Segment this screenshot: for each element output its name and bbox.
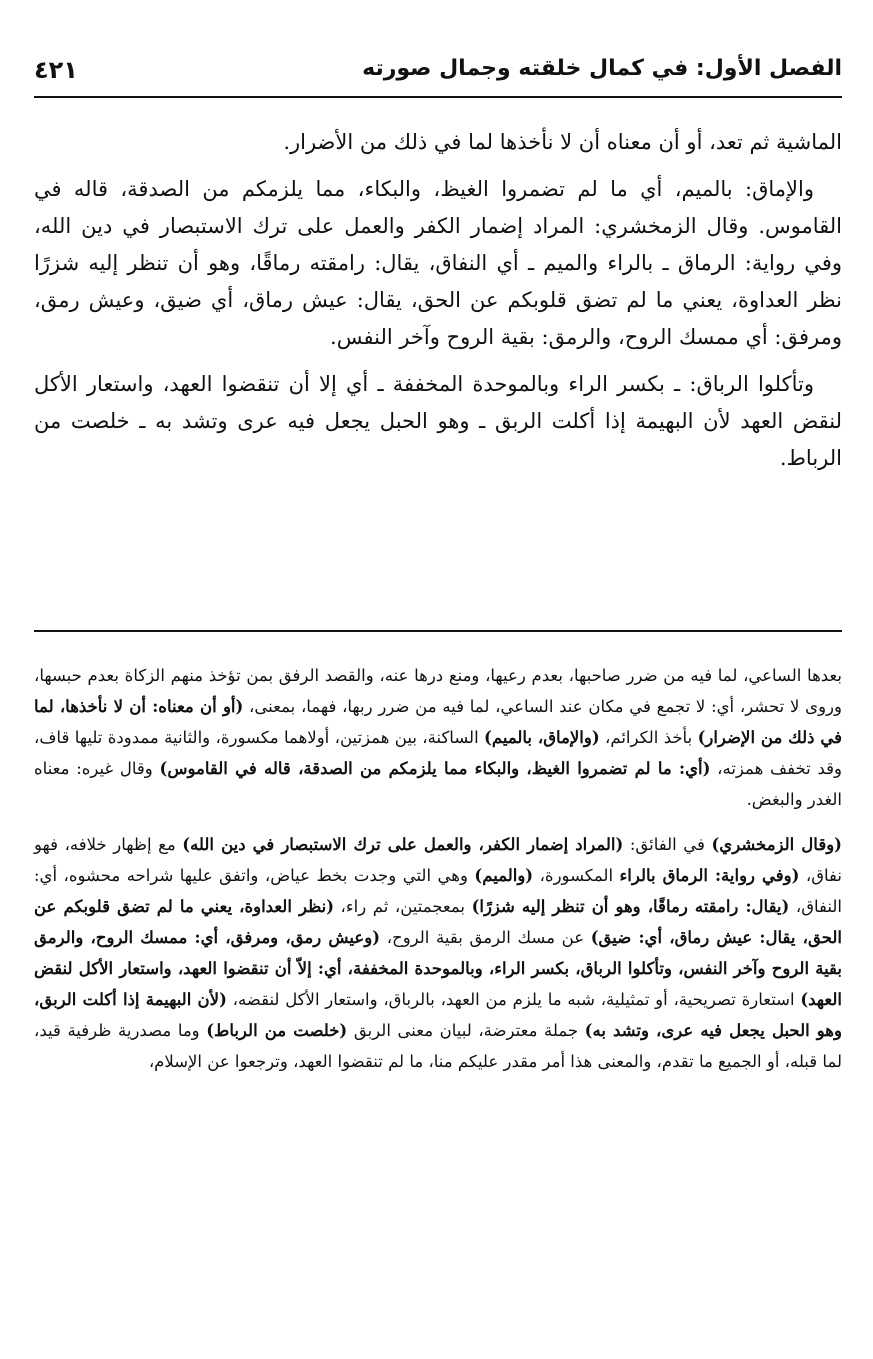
note-segment: بعدها الساعي، لما فيه من ضرر صاحبها، بعدم رعيها، ومنع درها عنه، والقصد الرفق بمن تؤخذ منهم الزكاة بعدم حبسها، وروى لا تحشر، أي: لا تجمع في مكان عند الساعي، لما فيه من ضرر ربها، فهما، بمعنى، <box>34 666 842 716</box>
note-quote: (والإماق، بالميم) <box>484 728 600 747</box>
page-header <box>34 40 842 98</box>
commentary <box>34 660 842 1091</box>
note-segment: الساكنة، بين همزتين، أولاهما مكسورة، والثانية ممدودة تليها قاف، وقد تخفف همزته، <box>34 728 842 778</box>
main-paragraph-1: الماشية ثم تعد، أو أن معناه أن لا نأخذها لما في ذلك من الأضرار. <box>283 130 842 154</box>
note-segment: استعارة تصريحية، أو تمثيلية، شبه ما يلزم من العهد، بالرباق، واستعار الأكل لنقضه، <box>226 990 801 1009</box>
note-segment: جملة معترضة، لبيان معنى الربق <box>347 1021 585 1040</box>
note-segment: عن مسك الرمق بقية الروح، <box>380 928 591 947</box>
commentary-paragraph-2 <box>34 829 842 1077</box>
footnote-divider <box>34 630 842 632</box>
page-number: ٤٢١ <box>34 56 78 84</box>
note-quote: (المراد إضمار الكفر، والعمل على ترك الاستبصار في دين الله) <box>182 835 624 854</box>
note-quote: (وفي رواية: الرماق بالراء <box>619 866 800 885</box>
note-segment: مع إظهار خلافه، فهو نفاق، <box>34 835 842 885</box>
main-paragraph-2: والإماق: بالميم، أي ما لم تضمروا الغيظ، والبكاء، مما يلزمكم من الصدقة، قاله في القاموس. وقال الزمخشري: المراد إضمار الكفر والعمل على ترك الاستبصار في دين الله، وفي رواية: الرماق ـ بالراء والميم ـ أي النفاق، يقال: رامقته رماقًا، وهو أن تنظر إليه شزرًا نظر العداوة، يعني ما لم تضق قلوبكم عن الحق، يقال: عيش رماق، أي ضيق، وعيش رمق، ومرفق: أي ممسك الروح، والرمق: بقية الروح وآخر النفس. <box>34 177 842 349</box>
note-quote: (خلصت من الرباط) <box>206 1021 348 1040</box>
note-segment: وقال غيره: معناه الغدر والبغض. <box>34 759 842 809</box>
note-quote: (نظر العداوة، يعني ما لم تضق قلوبكم عن الحق، يقال: عيش رماق، أي: ضيق) <box>34 897 842 947</box>
note-segment: بمعجمتين، ثم راء، <box>334 897 472 916</box>
note-segment: المكسورة، <box>533 866 620 885</box>
note-segment: بأخذ الكرائم، <box>599 728 698 747</box>
main-paragraph-3: وتأكلوا الرباق: ـ بكسر الراء وبالموحدة المخففة ـ أي إلا أن تنقضوا العهد، واستعار الأكل لنقض العهد لأن البهيمة إذا أكلت الربق ـ وهو الحبل يجعل فيه عرى وتشد به ـ خلصت من الرباط. <box>34 372 842 470</box>
book-page <box>34 40 842 1340</box>
note-segment: وما مصدرية ظرفية قيد، لما قبله، أو الجميع ما تقدم، والمعنى هذا أمر مقدر عليكم منا، ما لم تنقضوا العهد، وترجعوا عن الإسلام، <box>34 1021 842 1071</box>
note-quote: (أو أن معناه: أن لا نأخذها، لما في ذلك من الإضرار) <box>34 697 842 747</box>
note-quote: (يقال: رامقته رماقًا، وهو أن تنظر إليه شزرًا) <box>471 897 790 916</box>
note-quote: (وقال الزمخشري) <box>711 835 842 854</box>
note-segment: وهي التي وجدت بخط عياض، واتفق عليها شراحه محشوه، أي: النفاق، <box>34 866 842 916</box>
note-quote: (وعيش رمق، ومرفق، أي: ممسك الروح، والرمق بقية الروح وآخر النفس، وتأكلوا الرباق، بكسر الراء، وبالموحدة المخففة، أي: إلاّ أن تنقضوا العهد، واستعار الأكل لنقض العهد) <box>34 928 842 1009</box>
note-quote: (أي: ما لم تضمروا الغيظ، والبكاء مما يلزمكم من الصدقة، قاله في القاموس) <box>159 759 711 778</box>
main-text <box>34 124 842 487</box>
note-segment: في الفائق: <box>623 835 712 854</box>
chapter-title: الفصل الأول: في كمال خلقته وجمال صورته <box>362 56 842 81</box>
note-quote: (والميم) <box>474 866 534 885</box>
commentary-paragraph-1 <box>34 660 842 815</box>
note-quote: (لأن البهيمة إذا أكلت الربق، وهو الحبل يجعل فيه عرى، وتشد به) <box>34 990 842 1040</box>
